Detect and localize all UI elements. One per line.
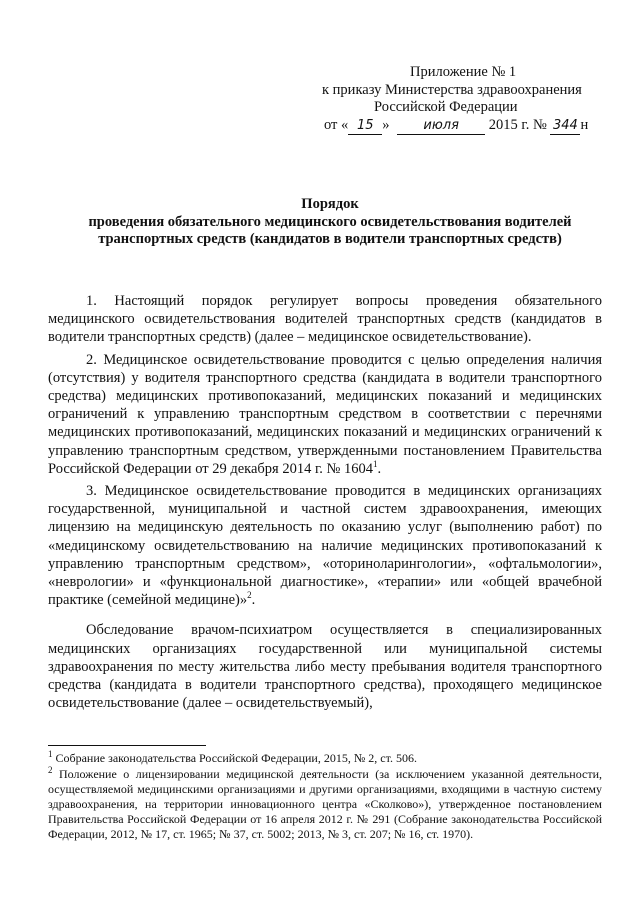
paragraph-3 [48,482,602,609]
paragraph-3-text: 3. Медицинское освидетельствование проводится в медицинских организациях государственной, муниципальной и частной систем здравоохранения, имеющих лицензию на медицинскую деятельность по оказанию услуг (выполнению работ) по «медицинскому освидетельствованию на наличие медицинских противопоказаний к управлению транспортным средством», «оториноларингологии», «офтальмологии», «неврологии» и «функциональной диагностике», «терапии» или «общей врачебной практике (семейной медицине)» [48,483,602,609]
document-title [60,196,600,249]
date-prefix: от « [324,116,349,133]
order-date-line [318,117,618,136]
paragraph-2 [48,351,602,478]
appendix-label: Приложение № 1 [410,64,517,80]
footnotes [48,751,602,842]
date-mid: » [382,116,390,133]
footnote-divider [48,745,206,746]
paragraph-3-end: . [251,592,256,609]
appendix-header [318,64,618,135]
handwritten-number: 344 [550,117,580,136]
handwritten-day: 15 [348,117,382,136]
paragraph-4 [48,621,602,712]
document-body [48,292,602,716]
paragraph-1 [48,292,602,347]
title-heading: Порядок [301,196,359,212]
paragraph-4-text: Обследование врачом-психиатром осуществляется в специализированных медицинских организациях государственной или муниципальной системы здравоохранения по месту жительства либо месту пребывания водителя транспортного средства (кандидата в водители транспортного средства), проходящего медицинское освидетельствование (далее – освидетельствуемый), [48,622,602,712]
footnote-1-text: Собрание законодательства Российской Федерации, 2015, № 2, ст. 506. [52,751,417,765]
footnote-2-text: Положение о лицензировании медицинской деятельности (за исключением указанной деятельности, осуществляемой медицинскими организациями и другими организациями, входящими в частную систему здравоохранения, на территории инновационного центра «Сколково»), утвержденное постановлением Правительства Российской Федерации от 16 апреля 2012 г. № 291 (Собрание законодательства Российской Федерации, 2012, № 17, ст. 1965; № 37, ст. 5002; 2013, № 3, ст. 207; № 16, ст. 1970). [48,767,602,841]
number-suffix: н [580,116,589,133]
handwritten-month: июля [397,117,485,136]
date-year: 2015 г. № [488,116,547,133]
footnote-2-mark: 2 [48,765,53,775]
appendix-country: Российской Федерации [374,99,518,115]
footnote-ref-1: 1 [372,459,378,469]
footnote-2 [48,767,602,842]
footnote-1 [48,751,602,766]
paragraph-2-text: 2. Медицинское освидетельствование проводится с целью определения наличия (отсутствия) у водителя транспортного средства (кандидата в водители транспортного средства) медицинских противопоказаний, медицинских показаний и медицинских ограничений к управлению транспортным средством в соответствии с перечнями медицинских противопоказаний, медицинских показаний и медицинских ограничений к управлению транспортным средством, утвержденными постановлением Правительства Российской Федерации от 29 декабря 2014 г. № 1604 [48,351,602,477]
paragraph-1-text: 1. Настоящий порядок регулирует вопросы проведения обязательного медицинского освидетельствования водителей транспортных средств (кандидатов в водители транспортных средств) (далее – медицинское освидетельствование). [48,293,602,346]
appendix-order-ref: к приказу Министерства здравоохранения [322,81,582,98]
title-subheading: проведения обязательного медицинского освидетельствования водителей транспортных средств (кандидатов в водители транспортных средств) [88,213,572,247]
footnote-ref-2: 2 [247,590,252,601]
paragraph-2-end: . [377,460,382,477]
footnote-1-mark: 1 [48,749,53,759]
